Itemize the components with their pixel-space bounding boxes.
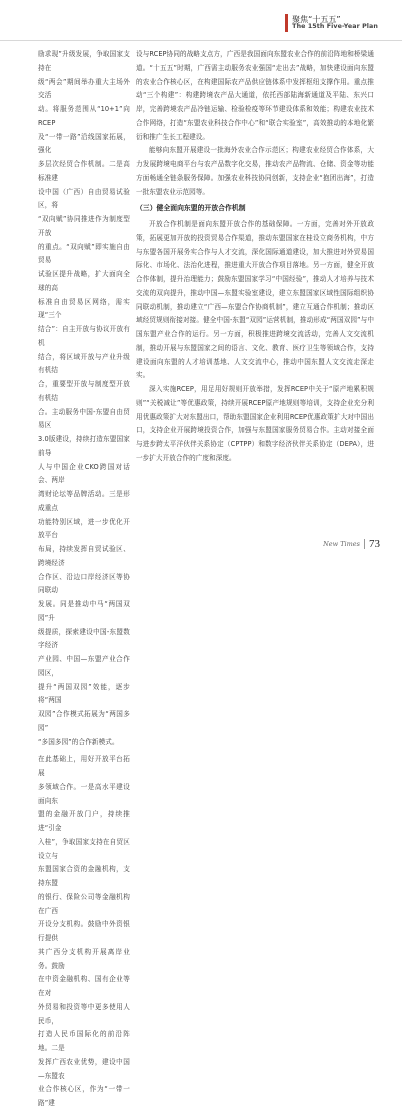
magazine-name: New Times [323,540,360,548]
right-paragraph-1: 设与RCEP协同的战略支点方，广西是我国面向东盟农业合作的前沿阵地和桥梁通道。“十五五”时期，广西需主动服务农业强国“走出去”战略，加快建设面向东盟的农业合作核心区，在构建国际农产品供应链体系中发挥枢纽支撑作用。重点推动“三个构建”：构建跨境农产品大通道，依托西部陆海新通道及平陆、东兴口岸，完善跨境农产品冷链运输、检验检疫等环节建设体系和效能；构建农业技术合作网络，打造“东盟农业科技合作中心”和“联合实验室”，高效推动的本地化繁衍和推广生长工程建设。 [136,50,374,141]
page-number: 73 [369,538,380,550]
right-column [136,48,374,466]
footer-separator [364,539,365,549]
right-paragraph-3: 开放合作机制是面向东盟开放合作的基础保障。一方面，完善对外开放政策，拓展更加开放的投资贸易合作渠道，推动东盟国家在桂设立商务机构，中方与东盟各国开展务实合作与人才交流，深化国际通道建设，加大推进对外贸易国际化、市场化、法治化进程，推进重大开放合作项目落地。另一方面，健全开放合作体制，提升治理能力；鼓励东盟国家学习“中国经验”，推动人才培养与技术交流的双向提升，推动中国—东盟实验室建设，建立东盟国家区域性国际组织协同联动机制，推动建立“广西—东盟合作协商机制”，建立互通合作机制；推动区域经贸规则衔接对接。健全中国-东盟“双园”运营机制，推动形成“两国双园”与中国东盟产业合作的运行。另一方面，积极推进跨境交流活动，完善人文交流机制，推动开展与东盟国家之间的语言、文化、教育、医疗卫生等领域合作，支持建设面向东盟的人才培训基地、人文交流中心，推动中国东盟人文交流走深走实。 [136,220,374,380]
header-accent-bar [285,14,288,32]
page-header [285,14,378,32]
page-footer [323,538,380,550]
left-column-text: 励求现”升级发展，争取国家支持在 级“两会”期间举办重大主场外交活 动。将服务范围从“10+1”向RCEP 及“一带一路”沿线国家拓展，强化 多层次经贸合作机制。二是高标准建 设中国（广西）自由贸易试验区，将 “双向赋”协同推进作为制度型开放 的重点。“双向赋”即实施自由贸易 试验区提升战略，扩大面向全球的高 标准自由贸易区网络，需实现“三个 结合”：自主开放与协议开放有机 结合，将区域开放与产业升级有机结 合，重要型开放与制度型开放有机结 合。主动服务中国-东盟自由贸易区 3.0版建设，持续打造东盟国家前导 人与中国企业CKO跨国对话会、两岸 湾财论坛等品牌活动。三是形成重点 功能特别区域，进一步优化开放平台 布局，持续发挥自贸试验区、跨境经济 合作区、沿边口岸经济区等协同联动 发展。同是推动中马“两国双园”升 级提质，探索建设中国-东盟数字经济 产业园、中国—东盟产业合作园区， 提升“两国双园”效能，逐步将“两国 双园”合作模式拓展为“两国多园” “多国多园”的合作新模式。 [38,50,130,746]
header-title-en: The 15th Five-Year Plan [292,22,378,30]
header-divider [0,40,402,41]
left-column [38,48,130,1111]
header-titles [292,16,378,31]
right-paragraph-4: 深入实施RCEP，用足用好规则开放举措，发挥RCEP中关于“原产地累积规则”“关税减让”等优惠政策，持续开展RCEP原产地规则等培训，支持企业充分利用优惠政策扩大对东盟出口，帮助东盟国家企业利用RCEP优惠政策扩大对中国出口，支持企业开展跨境投资合作，加强与东盟国家服务贸易合作。主动对接全面与进步跨太平洋伙伴关系协定（CPTPP）和数字经济伙伴关系协定（DEPA），进一步扩大开放合作的广度和深度。 [136,385,374,462]
right-paragraph-2: 能够向东盟开展建设一批海外农业合作示范区；构建农业经贸合作体系，大力发展跨境电商平台与农产品数字化交易，推动农产品物流、仓储、资金等功能方面畅通全链条服务保障。加强农业科技协同创新，支持企业“抱团出海”，打造一批东盟农业示范园等。 [136,146,374,196]
header-title-cn: 聚焦“十五五” [292,14,341,24]
left-column-text-2: 在此基础上，用好开放平台拓展 多领域合作。一是高水平建设面向东 盟的金融开放门户，持续推进“引金 入桂”，争取国家支持在自贸区设立与 东盟国家合资的金融机构，支持东盟 的银行、保险公司等金融机构在广西 开设分支机构。鼓励中外资银行提供 其广西分支机构开展离岸业务。鼓励 在中资金融机构、国有企业等在对 外贸易和投资等中更多使用人民币， 打造人民币国际化的前沿阵地。二是 发挥广西农业优势，建设中国—东盟农 业合作核心区，作为“一带一路”建 [38,755,130,1107]
section-title: （三）健全面向东盟的开放合作机制 [136,204,246,213]
